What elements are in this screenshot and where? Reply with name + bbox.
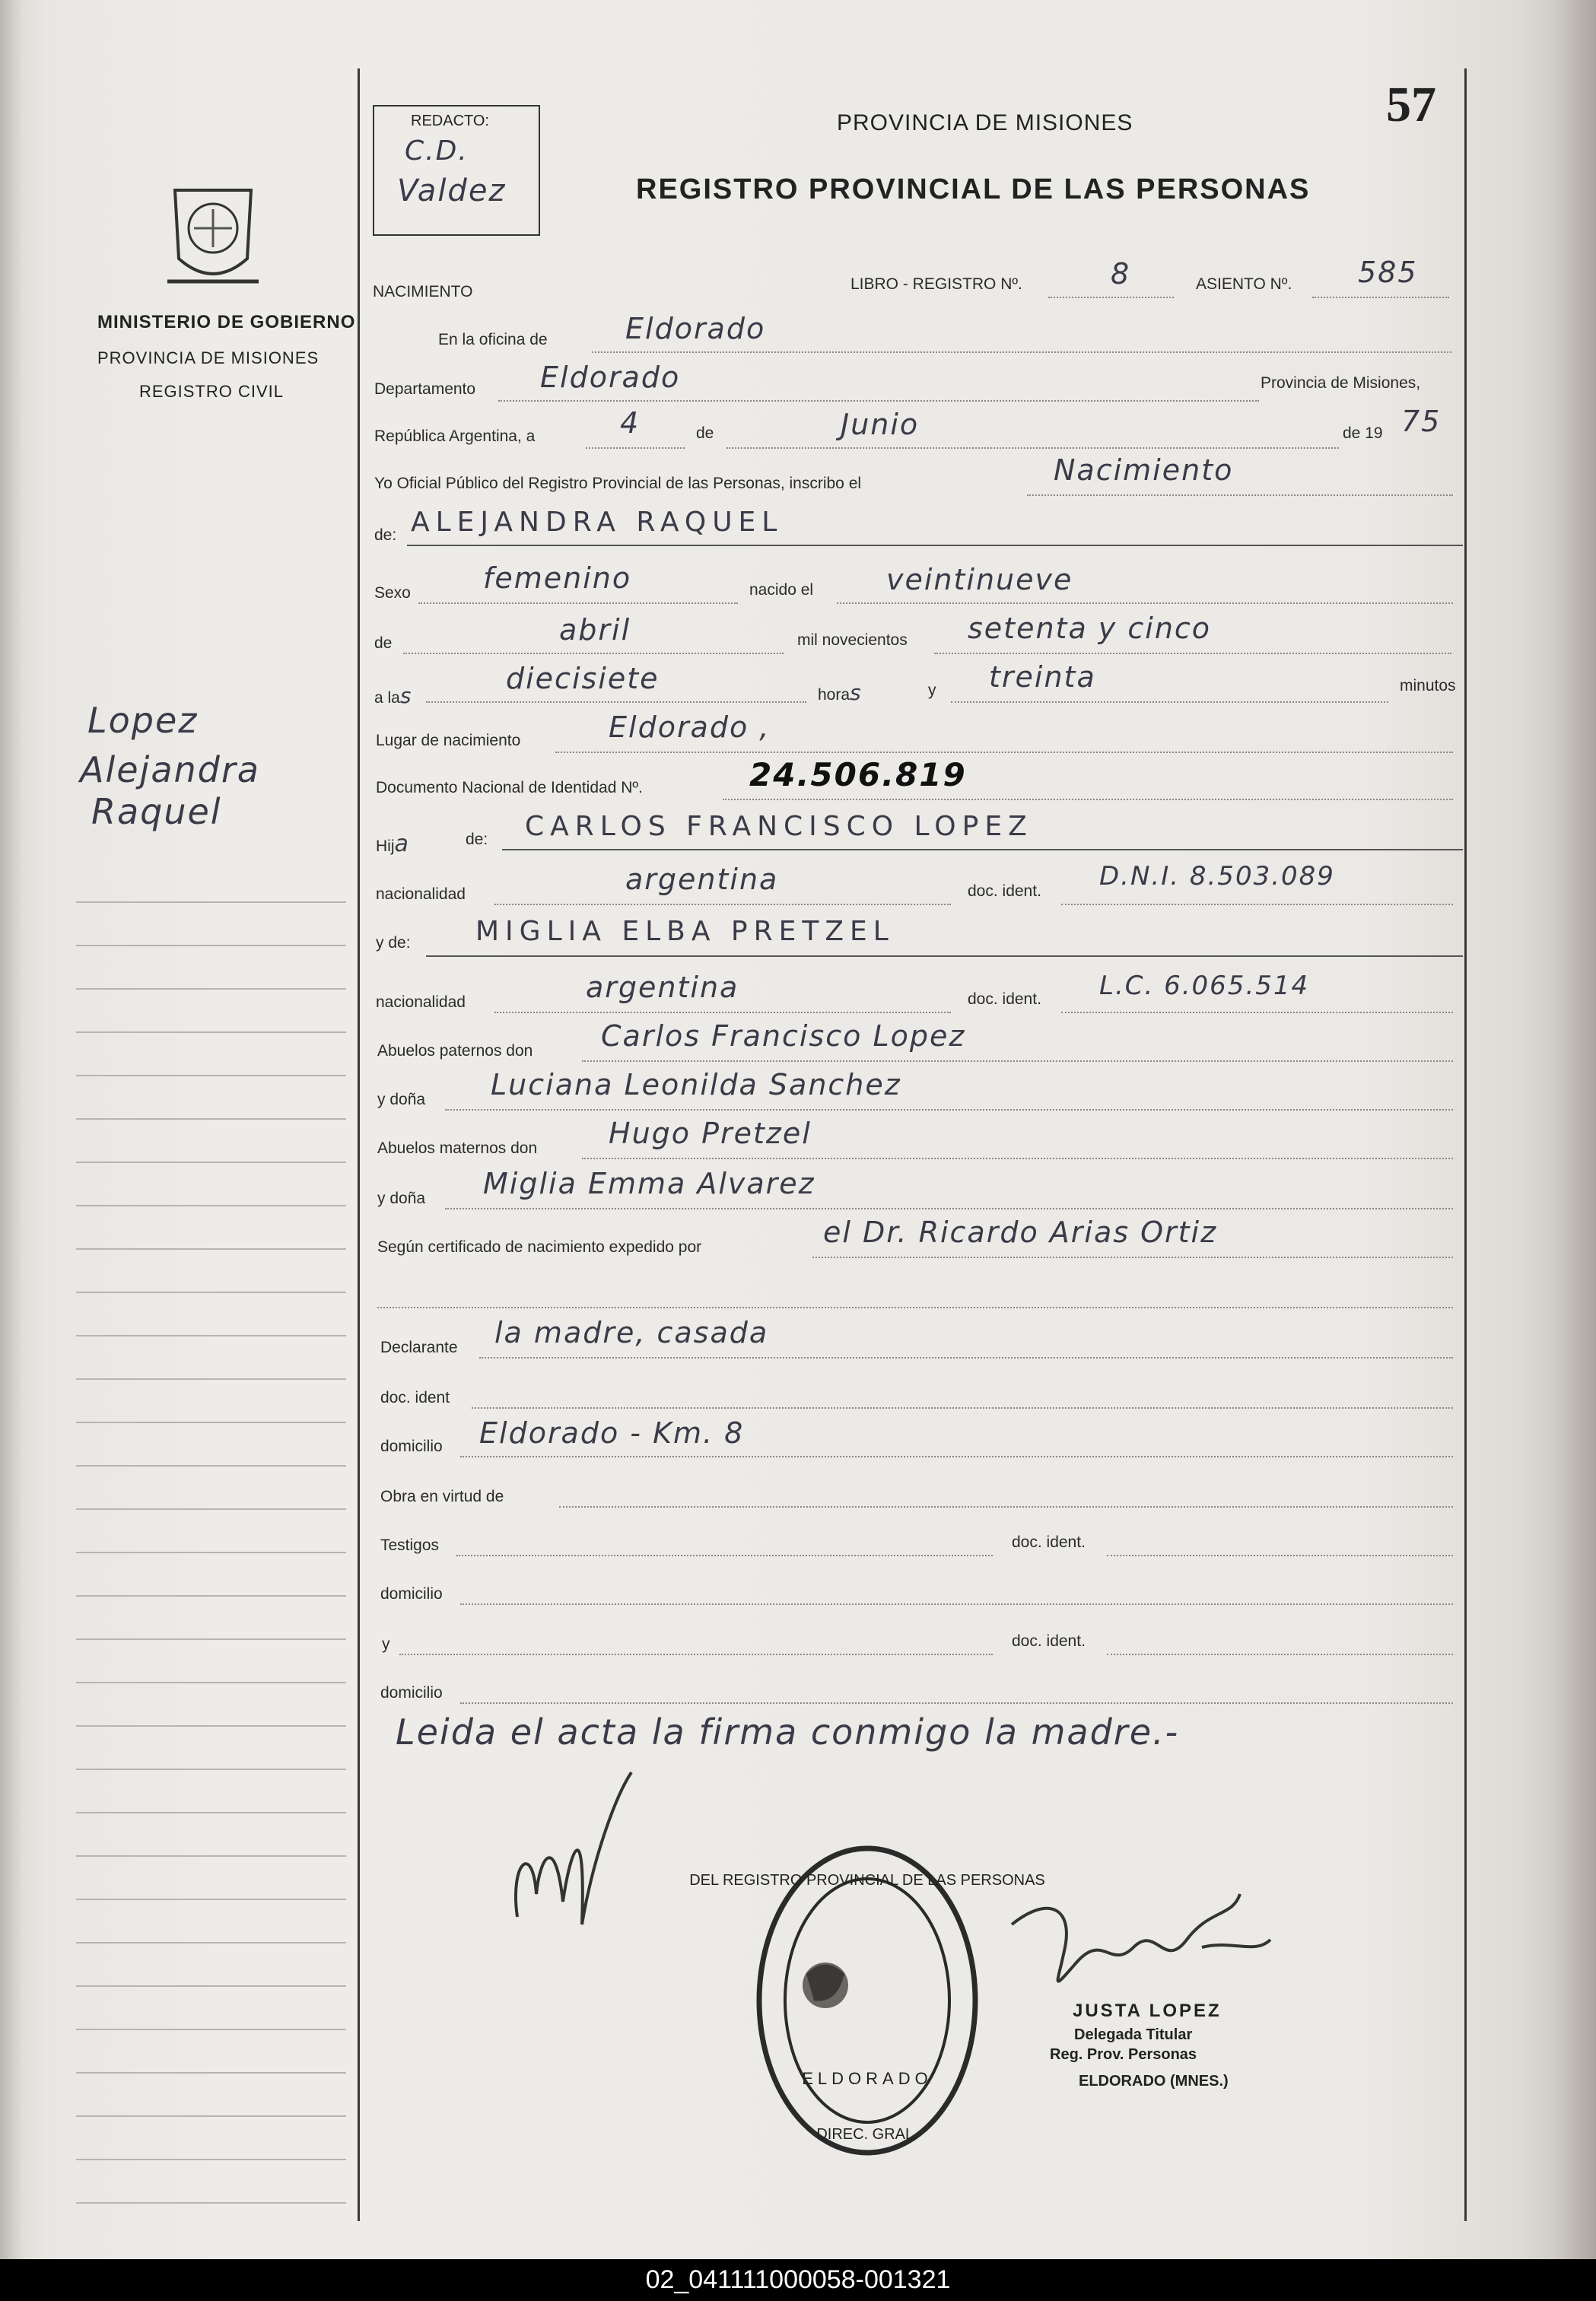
dots <box>1107 1654 1453 1655</box>
maternal-grandmother-value: Miglia Emma Alvarez <box>483 1167 815 1200</box>
abuelos-mat-label: Abuelos maternos don <box>377 1139 538 1157</box>
mother-name-value: MIGLIA ELBA PRETZEL <box>475 916 895 947</box>
anio-nac-value: setenta y cinco <box>968 612 1212 645</box>
record-type-label: NACIMIENTO <box>373 283 473 300</box>
horas-label <box>818 680 863 705</box>
dni-value: 24.506.819 <box>749 756 967 793</box>
year-label: de 19 <box>1343 424 1383 442</box>
redacto-label: REDACTO: <box>411 113 489 129</box>
doc-ident-label: doc. ident. <box>968 882 1041 900</box>
hij-label <box>376 831 410 857</box>
frame-left-line <box>358 68 360 2221</box>
nacionalidad-label: nacionalidad <box>376 885 466 903</box>
month-value: Junio <box>841 408 920 441</box>
y-dona-label: y doña <box>377 1190 426 1207</box>
paternal-grandfather-value: Carlos Francisco Lopez <box>601 1019 966 1053</box>
dots <box>377 1307 1453 1308</box>
domicilio-value: Eldorado - Km. 8 <box>479 1416 745 1450</box>
day-value: 4 <box>620 406 641 440</box>
margin-note-second: Raquel <box>91 791 222 832</box>
mother-doc-value: L.C. 6.065.514 <box>1099 971 1310 1001</box>
seal-text: DEL REGISTRO PROVINCIAL DE LAS PERSONAS <box>689 1872 1045 1889</box>
minutos-label: minutos <box>1400 677 1456 694</box>
hora-value: diecisiete <box>506 662 660 695</box>
mes-nac-value: abril <box>559 613 631 647</box>
de-label: de <box>696 424 714 442</box>
dots <box>726 447 1339 449</box>
madre-de-label: y de: <box>376 934 411 952</box>
dots <box>418 602 738 604</box>
declarante-doc-label: doc. ident <box>380 1389 450 1406</box>
dots <box>460 1603 1453 1605</box>
horas-suffix: s <box>850 680 863 705</box>
dots <box>586 447 685 449</box>
de-persona-label: de: <box>374 526 397 544</box>
testigos-label: Testigos <box>380 1537 440 1554</box>
departamento-value: Eldorado <box>540 361 681 394</box>
dots <box>723 799 1453 800</box>
redacto-box <box>373 105 540 236</box>
ministry-province: PROVINCIA DE MISIONES <box>97 348 320 367</box>
sexo-value: femenino <box>483 561 632 595</box>
child-name-value: ALEJANDRA RAQUEL <box>411 507 784 538</box>
officer-signature <box>1004 1894 1278 2016</box>
officer-title: Delegada Titular <box>1074 2026 1193 2043</box>
redacto-initials: C.D. <box>405 135 469 167</box>
rule <box>407 545 1463 546</box>
dots <box>445 1208 1453 1209</box>
page-edge <box>1552 0 1596 2259</box>
dots <box>403 653 784 654</box>
father-nationality-value: argentina <box>625 863 779 896</box>
declarante-label: Declarante <box>380 1339 458 1356</box>
dots <box>1027 494 1453 496</box>
paternal-grandmother-value: Luciana Leonilda Sanchez <box>491 1068 901 1101</box>
dots <box>951 701 1388 703</box>
dots <box>456 1555 993 1556</box>
ministry-emblem <box>152 175 274 297</box>
certificado-label: Según certificado de nacimiento expedido por <box>377 1238 702 1256</box>
binding-shadow <box>0 0 23 2259</box>
rule <box>502 849 1463 850</box>
father-name-value: CARLOS FRANCISCO LOPEZ <box>525 811 1033 842</box>
seal-text2: DIREC. GRAL. <box>816 2126 918 2143</box>
margin-note-surname: Lopez <box>87 700 199 741</box>
oficina-label: En la oficina de <box>438 331 548 348</box>
alas-label-text: a la <box>374 689 400 707</box>
page-number: 57 <box>1386 77 1436 132</box>
obra-label: Obra en virtud de <box>380 1488 504 1505</box>
dots <box>1107 1555 1453 1556</box>
dots <box>494 1012 951 1013</box>
mother-nationality-value: argentina <box>586 971 739 1004</box>
frame-right-line <box>1464 68 1467 2221</box>
mil-label: mil novecientos <box>797 631 908 649</box>
lugar-value: Eldorado , <box>609 710 771 744</box>
dots <box>1061 904 1453 905</box>
registry-title: REGISTRO PROVINCIAL DE LAS PERSONAS <box>636 173 1311 205</box>
redacto-name: Valdez <box>397 173 507 208</box>
republica-label: República Argentina, a <box>374 427 536 445</box>
dots <box>399 1654 993 1655</box>
lugar-label: Lugar de nacimiento <box>376 732 521 749</box>
testigo-doc-label: doc. ident. <box>1012 1533 1086 1551</box>
dni-label: Documento Nacional de Identidad Nº. <box>376 779 643 796</box>
dots <box>460 1456 1453 1457</box>
mother-signature <box>502 1765 639 1947</box>
dots <box>460 1702 1453 1704</box>
dots <box>837 602 1453 604</box>
horas-label-text: hora <box>818 686 850 704</box>
libro-label: LIBRO - REGISTRO Nº. <box>850 275 1022 293</box>
y-dona-label: y doña <box>377 1091 426 1108</box>
dots <box>494 904 951 905</box>
father-doc-value: D.N.I. 8.503.089 <box>1099 861 1335 891</box>
asiento-value: 585 <box>1358 256 1418 289</box>
alas-suffix: s <box>399 683 413 708</box>
y-label: y <box>928 682 936 699</box>
dots <box>582 1158 1453 1159</box>
libro-value: 8 <box>1111 257 1131 291</box>
closing-statement: Leida el acta la firma conmigo la madre.- <box>396 1711 1180 1753</box>
y-testigo-label: y <box>382 1635 390 1653</box>
margin-note-first: Alejandra <box>80 749 260 790</box>
year-value: 75 <box>1401 405 1442 438</box>
rule <box>426 955 1463 957</box>
officer-name: JUSTA LOPEZ <box>1073 2001 1222 2021</box>
dots <box>812 1257 1453 1258</box>
footer-id: 02_041111000058-001321 <box>0 2259 1596 2301</box>
dots <box>1061 1012 1453 1013</box>
provincia-suffix: Provincia de Misiones, <box>1261 374 1421 392</box>
dots <box>498 400 1259 402</box>
dots <box>1312 297 1449 298</box>
nacido-label: nacido el <box>749 581 814 599</box>
seal-city: ELDORADO <box>802 2069 933 2088</box>
dots <box>479 1357 1453 1359</box>
padre-de-label: de: <box>466 831 488 848</box>
dots <box>934 653 1451 654</box>
dots <box>555 752 1453 753</box>
oficial-text: Yo Oficial Público del Registro Provincial de las Personas, inscribo el <box>374 475 862 492</box>
declarante-value: la madre, casada <box>494 1316 769 1349</box>
dots <box>582 1060 1453 1062</box>
officer-city: ELDORADO (MNES.) <box>1079 2073 1229 2090</box>
dots <box>426 701 806 703</box>
dots <box>1048 297 1174 298</box>
margin-ruled-lines <box>76 860 346 2214</box>
official-seal <box>689 1841 1045 2160</box>
domicilio-label: domicilio <box>380 1438 443 1455</box>
nacionalidad-label: nacionalidad <box>376 993 466 1011</box>
asiento-label: ASIENTO Nº. <box>1196 275 1292 293</box>
oficina-value: Eldorado <box>625 312 766 345</box>
departamento-label: Departamento <box>374 380 476 398</box>
abuelos-pat-label: Abuelos paternos don <box>377 1042 533 1060</box>
de2-label: de <box>374 634 393 652</box>
officer-office: Reg. Prov. Personas <box>1050 2046 1197 2063</box>
acto-value: Nacimiento <box>1054 453 1234 487</box>
testigo2-domicilio-label: domicilio <box>380 1684 443 1702</box>
province-heading: PROVINCIA DE MISIONES <box>837 110 1133 135</box>
ministry-registry: REGISTRO CIVIL <box>139 382 285 401</box>
minutos-value: treinta <box>989 660 1096 694</box>
sexo-label: Sexo <box>374 584 411 602</box>
hij-suffix: a <box>394 831 410 857</box>
testigo-domicilio-label: domicilio <box>380 1585 443 1603</box>
dots <box>559 1506 1453 1508</box>
nacido-value: veintinueve <box>886 563 1073 596</box>
certificado-value: el Dr. Ricardo Arias Ortiz <box>823 1216 1218 1249</box>
maternal-grandfather-value: Hugo Pretzel <box>609 1117 812 1150</box>
dots <box>472 1407 1453 1409</box>
ministry-name: MINISTERIO DE GOBIERNO <box>97 312 356 332</box>
doc-ident-label: doc. ident. <box>968 990 1041 1008</box>
testigo2-doc-label: doc. ident. <box>1012 1632 1086 1650</box>
hij-label-text: Hij <box>376 837 395 855</box>
dots <box>445 1109 1453 1111</box>
alas-label <box>374 683 412 708</box>
dots <box>592 351 1451 353</box>
